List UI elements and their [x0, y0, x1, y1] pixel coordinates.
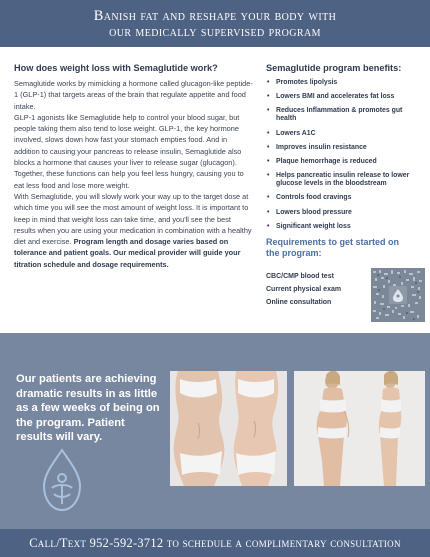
- benefits-heading: Semaglutide program benefits:: [266, 63, 402, 73]
- drop-logo-icon: [40, 448, 84, 512]
- footer-contact-banner: Call/Text 952-592-3712 to schedule a complimentary consultation: [0, 529, 430, 557]
- header-banner: [0, 0, 430, 47]
- requirements-heading: Requirements to get started on the program:: [266, 236, 400, 259]
- benefit-item: • Promotes lipolysis: [266, 79, 424, 87]
- drop-logo-graphic: [40, 448, 84, 512]
- benefit-item: • Significant weight loss: [266, 223, 424, 231]
- benefit-item: • Lowers A1C: [266, 130, 424, 138]
- qr-code[interactable]: [371, 268, 425, 322]
- benefit-item: • Improves insulin resistance: [266, 144, 424, 152]
- before-after-torso-photo: [170, 371, 287, 486]
- requirement-item: Online consultation: [266, 298, 332, 306]
- benefit-item: • Lowers blood pressure: [266, 209, 424, 217]
- qr-code-pattern: [371, 268, 425, 322]
- benefit-item: • Lowers BMI and accelerates fat loss: [266, 93, 424, 101]
- intro-paragraph-2: GLP-1 agonists like Semaglutide help to control your blood sugar, but people taking them also tend to lose weight. GLP-1, the key hormone involved, slows down how fast your stomach empties food. And in addition to causing your pancreas to release insulin, Semaglutide also blocks a hormone that causes your liver to release sugar (glucagon). Together, these functions can help you feel less hungry, causing you to eat less food and lose more weight.: [14, 112, 244, 190]
- fullbody-comparison-image: [294, 371, 425, 486]
- intro-paragraph-1: Semaglutide works by mimicking a hormone called glucagon-like peptide-1 (GLP-1) that targets areas of the brain that regulate appetite and food intake.: [14, 79, 253, 111]
- benefit-item: • Plaque hemorrhage is reduced: [266, 158, 424, 166]
- before-after-fullbody-photo: [294, 371, 425, 486]
- benefit-item: • Reduces Inflammation & promotes gut health: [266, 107, 424, 123]
- requirement-item: CBC/CMP blood test: [266, 272, 334, 280]
- torso-comparison-image: [170, 371, 287, 486]
- intro-section: [14, 63, 254, 270]
- intro-paragraph-3: [14, 191, 254, 270]
- benefit-item: • Helps pancreatic insulin release to lower glucose levels in the bloodstream: [266, 172, 424, 188]
- intro-body: [14, 78, 254, 270]
- requirement-item: Current physical exam: [266, 285, 342, 293]
- benefit-item: • Controls food cravings: [266, 194, 424, 202]
- intro-paragraph-3-bold: Program length and dosage varies based on tolerance and patient goals. Our medical provider will guide your titration schedule and dosage requirements.: [14, 237, 241, 269]
- benefits-list: [266, 79, 424, 231]
- results-tagline: Our patients are achieving dramatic results in as little as a few weeks of being on the program. Patient results will vary.: [16, 373, 160, 443]
- header-title-line-1: Banish fat and reshape your body with: [93, 8, 337, 24]
- intro-heading: How does weight loss with Semaglutide work?: [14, 63, 218, 73]
- header-title-line-2: our medically supervised program: [109, 24, 321, 40]
- intro-paragraph-3-text: With Semaglutide, you will slowly work your way up to the target dose at which time you will see the most amount of weight loss. It is important to keep in mind that weight loss can take time, and you'll see the best results when you are using your medication in combination with a healthy diet and exercise.: [14, 191, 252, 247]
